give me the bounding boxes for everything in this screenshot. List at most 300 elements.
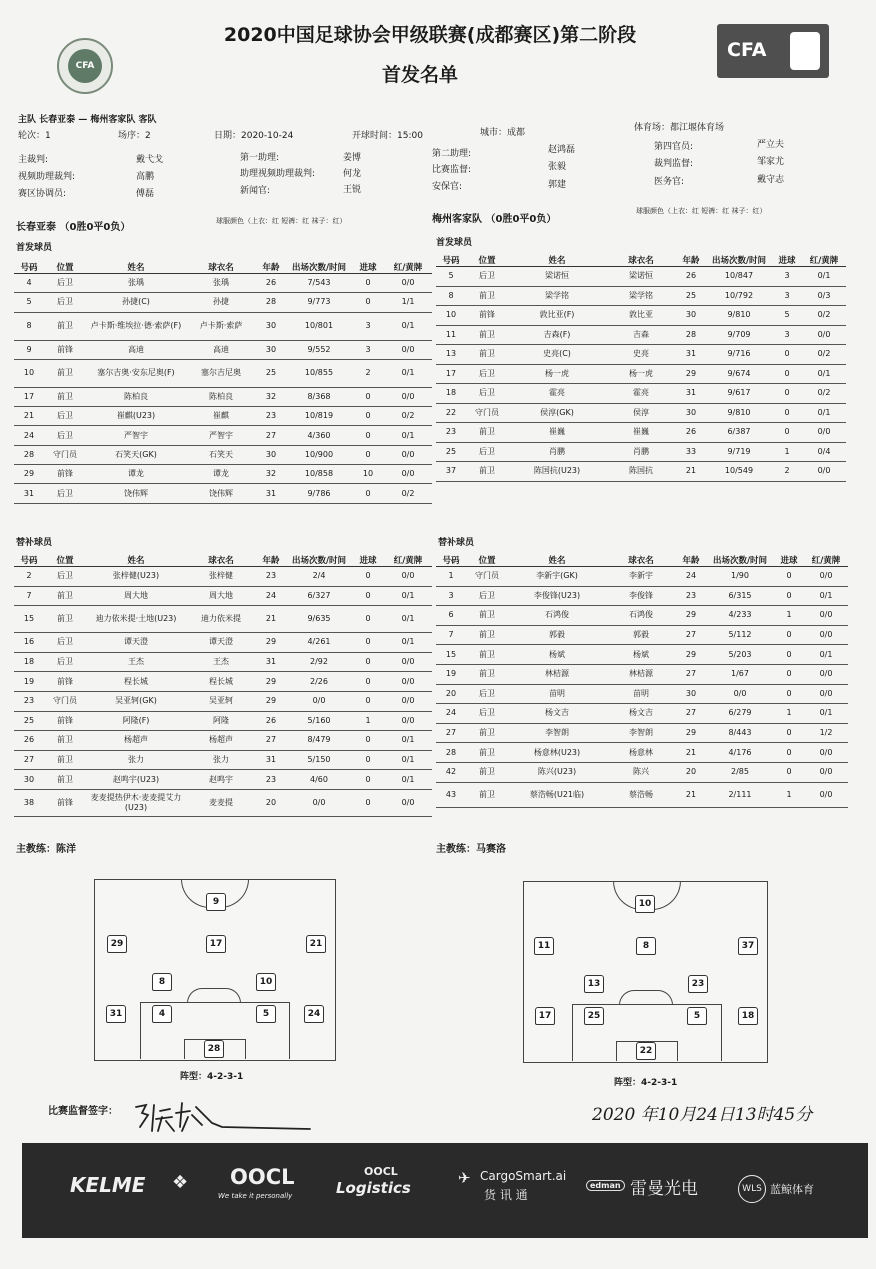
player-cell: 0/2	[802, 384, 846, 404]
player-cell: 前锋	[44, 340, 86, 359]
player-cell: 守门员	[466, 567, 508, 587]
official-role: 第四官员:	[654, 142, 694, 152]
away-formation: 阵型：4-2-3-1	[614, 1078, 678, 1088]
away-subs-label: 替补球员	[438, 538, 475, 548]
player-cell: 林桔源	[508, 664, 606, 684]
player-cell: 21	[676, 743, 706, 763]
player-cell: 3	[772, 286, 802, 306]
player-row	[14, 387, 432, 406]
player-cell: 4/233	[706, 606, 774, 626]
player-row	[436, 325, 846, 345]
player-cell: 李智朗	[508, 723, 606, 743]
player-shirt-icon: 29	[107, 935, 127, 953]
player-cell: 30	[256, 340, 286, 359]
player-cell: 肖鹏	[606, 442, 676, 462]
player-cell: 17	[14, 387, 44, 406]
player-cell: 30	[256, 445, 286, 464]
player-row	[14, 426, 432, 445]
player-cell: 0/1	[804, 586, 848, 606]
player-shirt-icon: 11	[534, 937, 554, 955]
player-cell: 前卫	[44, 731, 86, 751]
player-cell: 侯淳(GK)	[508, 403, 606, 423]
player-cell: 张梓健	[186, 567, 256, 587]
player-cell: 20	[676, 762, 706, 782]
player-row	[436, 664, 848, 684]
player-row	[436, 704, 848, 724]
player-cell: 0	[774, 723, 804, 743]
player-cell: 后卫	[44, 633, 86, 653]
player-cell: 史亮	[606, 345, 676, 365]
player-cell: 23	[676, 586, 706, 606]
player-cell: 4/360	[286, 426, 352, 445]
player-cell: 后卫	[44, 652, 86, 672]
player-cell: 崔巍	[508, 423, 606, 443]
player-cell: 32	[256, 387, 286, 406]
handwritten-signature-icon	[132, 1097, 312, 1137]
player-cell: 李智朗	[606, 723, 676, 743]
player-cell: 0	[352, 750, 384, 770]
home-starters-table	[14, 260, 432, 504]
player-cell: 0/0	[384, 691, 432, 711]
player-cell: 3	[436, 586, 466, 606]
player-cell: 21	[256, 606, 286, 633]
player-cell: 8/479	[286, 731, 352, 751]
player-cell: 3	[772, 325, 802, 345]
player-cell: 23	[256, 567, 286, 587]
player-cell: 严智宇	[186, 426, 256, 445]
player-cell: 前锋	[44, 465, 86, 484]
player-cell: 13	[436, 345, 466, 365]
player-row	[14, 731, 432, 751]
official-name: 邹家尤	[757, 157, 785, 167]
player-cell: 林桔源	[606, 664, 676, 684]
player-cell: 崔麒	[186, 407, 256, 426]
player-cell: 10/847	[706, 267, 772, 287]
official-role: 新闻官:	[240, 186, 271, 196]
player-cell: 26	[14, 731, 44, 751]
player-cell: 后卫	[466, 267, 508, 287]
player-cell: 张梓健(U23)	[86, 567, 186, 587]
cargosmart-icon: ✈	[458, 1169, 471, 1187]
player-cell: 2/111	[706, 782, 774, 807]
player-cell: 7	[436, 625, 466, 645]
player-cell: 2	[772, 462, 802, 482]
player-cell: 2/85	[706, 762, 774, 782]
player-cell: 后卫	[44, 274, 86, 293]
player-cell: 0	[352, 387, 384, 406]
player-cell: 0	[774, 567, 804, 587]
player-cell: 0/0	[384, 567, 432, 587]
player-cell: 0/3	[802, 286, 846, 306]
player-cell: 29	[256, 691, 286, 711]
player-cell: 8/443	[706, 723, 774, 743]
player-shirt-icon: 18	[738, 1007, 758, 1025]
player-cell: 前卫	[44, 312, 86, 340]
cfa-logo-text: CFA	[727, 39, 767, 61]
player-cell: 0/2	[802, 306, 846, 326]
player-cell: 6/327	[286, 586, 352, 606]
player-cell: 26	[256, 274, 286, 293]
kickoff-info: 开球时间：15:00	[352, 131, 423, 141]
player-cell: 前卫	[44, 770, 86, 790]
player-cell: 10/855	[286, 359, 352, 387]
player-shirt-icon: 13	[584, 975, 604, 993]
official-role: 视频助理裁判:	[18, 172, 76, 182]
sponsor-oocl-logistics: Logistics	[336, 1179, 411, 1197]
player-cell: 塞尔吉奥·安东尼奥(F)	[86, 359, 186, 387]
player-cell: 29	[256, 633, 286, 653]
player-cell: 王杰	[186, 652, 256, 672]
player-cell: 0/0	[384, 711, 432, 731]
column-header: 进球	[774, 553, 804, 567]
player-cell: 1	[774, 606, 804, 626]
player-shirt-icon: 5	[256, 1005, 276, 1023]
away-coach: 主教练：马赛洛	[436, 844, 506, 855]
player-cell: 27	[676, 704, 706, 724]
column-header: 位置	[44, 260, 86, 274]
player-cell: 6/387	[706, 423, 772, 443]
official-role: 第二助理:	[432, 149, 472, 159]
player-cell: 后卫	[44, 293, 86, 312]
player-cell: 8/368	[286, 387, 352, 406]
player-shirt-icon: 8	[152, 973, 172, 991]
player-row	[436, 645, 848, 665]
player-cell: 30	[14, 770, 44, 790]
player-cell: 周大地	[186, 586, 256, 606]
player-cell: 前卫	[44, 586, 86, 606]
official-name: 张毅	[548, 162, 567, 172]
player-cell: 0/1	[384, 312, 432, 340]
player-cell: 1/2	[804, 723, 848, 743]
player-cell: 1	[772, 442, 802, 462]
player-cell: 0/1	[384, 770, 432, 790]
player-cell: 21	[676, 782, 706, 807]
player-cell: 4/60	[286, 770, 352, 790]
player-cell: 杨意林	[606, 743, 676, 763]
player-cell: 杨文吉	[606, 704, 676, 724]
player-cell: 敦比亚	[606, 306, 676, 326]
player-cell: 25	[14, 711, 44, 731]
player-cell: 0/1	[802, 403, 846, 423]
player-cell: 2/26	[286, 672, 352, 692]
player-cell: 3	[352, 340, 384, 359]
player-cell: 0/0	[286, 691, 352, 711]
player-row	[14, 484, 432, 503]
player-cell: 31	[14, 484, 44, 503]
home-starters-label: 首发球员	[16, 243, 53, 253]
player-cell: 9/719	[706, 442, 772, 462]
player-cell: 31	[676, 345, 706, 365]
player-cell: 饶伟辉	[186, 484, 256, 503]
player-cell: 0	[352, 407, 384, 426]
player-cell: 29	[256, 672, 286, 692]
kelme-paw-icon: ❖	[172, 1172, 189, 1193]
player-cell: 1	[774, 704, 804, 724]
player-cell: 2/4	[286, 567, 352, 587]
player-row	[436, 723, 848, 743]
player-cell: 0	[352, 672, 384, 692]
player-cell: 0/4	[802, 442, 846, 462]
player-row	[436, 423, 846, 443]
column-header: 姓名	[508, 253, 606, 267]
player-cell: 苗明	[606, 684, 676, 704]
player-cell: 0	[774, 743, 804, 763]
player-cell: 0/0	[384, 274, 432, 293]
column-header: 出场次数/时间	[286, 260, 352, 274]
player-cell: 29	[676, 606, 706, 626]
player-cell: 蔡浩畅(U21临)	[508, 782, 606, 807]
player-cell: 21	[676, 462, 706, 482]
player-shirt-icon: 37	[738, 937, 758, 955]
player-cell: 后卫	[466, 586, 508, 606]
sponsor-leyard: 雷曼光电	[630, 1179, 698, 1199]
player-cell: 11	[436, 325, 466, 345]
player-shirt-icon: 31	[106, 1005, 126, 1023]
player-row	[436, 267, 846, 287]
away-starters-table	[436, 253, 846, 482]
player-shirt-icon: 8	[636, 937, 656, 955]
player-cell: 后卫	[44, 426, 86, 445]
home-formation-pitch	[94, 879, 336, 1061]
player-cell: 4/176	[706, 743, 774, 763]
column-header: 号码	[14, 553, 44, 567]
player-cell: 0/0	[384, 672, 432, 692]
player-cell: 2	[352, 359, 384, 387]
player-cell: 后卫	[44, 484, 86, 503]
player-cell: 31	[256, 750, 286, 770]
player-row	[14, 359, 432, 387]
player-cell: 张瑀	[186, 274, 256, 293]
association-seal-text: CFA	[68, 49, 102, 83]
player-cell: 42	[436, 762, 466, 782]
home-formation: 阵型：4-2-3-1	[180, 1072, 244, 1082]
player-cell: 梁诺恒	[508, 267, 606, 287]
player-cell: 10	[14, 359, 44, 387]
column-header: 进球	[352, 260, 384, 274]
player-cell: 29	[676, 723, 706, 743]
player-cell: 28	[436, 743, 466, 763]
player-row	[14, 789, 432, 816]
player-row	[14, 445, 432, 464]
teams-line: 主队 长春亚泰 — 梅州客家队 客队	[18, 115, 157, 125]
player-row	[436, 743, 848, 763]
player-cell: 前卫	[466, 345, 508, 365]
player-cell: 1	[352, 711, 384, 731]
player-cell: 23	[256, 407, 286, 426]
player-cell: 1	[436, 567, 466, 587]
player-row	[436, 403, 846, 423]
player-row	[14, 711, 432, 731]
player-cell: 梁学铭	[508, 286, 606, 306]
player-shirt-icon: 5	[687, 1007, 707, 1025]
player-cell: 0/2	[802, 345, 846, 365]
player-cell: 0/1	[802, 364, 846, 384]
player-cell: 21	[14, 407, 44, 426]
column-header: 位置	[44, 553, 86, 567]
table-header-row	[14, 260, 432, 274]
player-cell: 前卫	[466, 625, 508, 645]
player-cell: 周大地	[86, 586, 186, 606]
official-role: 比赛监督:	[432, 165, 472, 175]
player-cell: 31	[676, 384, 706, 404]
penalty-arc	[187, 988, 241, 1003]
player-cell: 6	[436, 606, 466, 626]
player-cell: 30	[676, 306, 706, 326]
player-shirt-icon: 10	[256, 973, 276, 991]
player-cell: 后卫	[466, 684, 508, 704]
official-role: 医务官:	[654, 177, 685, 187]
player-cell: 前卫	[466, 645, 508, 665]
player-cell: 前卫	[466, 606, 508, 626]
sponsor-oocl: OOCL	[230, 1165, 295, 1189]
home-coach: 主教练：陈洋	[16, 844, 76, 855]
player-cell: 0/0	[706, 684, 774, 704]
player-shirt-icon: 17	[535, 1007, 555, 1025]
player-cell: 27	[676, 664, 706, 684]
player-cell: 3	[352, 312, 384, 340]
player-cell: 0	[352, 426, 384, 445]
player-cell: 0/1	[384, 586, 432, 606]
sponsor-oocl-tagline: We take it personally	[218, 1192, 293, 1200]
player-cell: 李新宇(GK)	[508, 567, 606, 587]
player-row	[436, 762, 848, 782]
player-cell: 高迪	[186, 340, 256, 359]
player-cell: 8	[436, 286, 466, 306]
player-cell: 27	[256, 426, 286, 445]
handwritten-date: 2020 年10月24日13时45分	[592, 1105, 813, 1125]
player-cell: 陈国抗	[606, 462, 676, 482]
player-row	[436, 384, 846, 404]
player-cell: 26	[676, 267, 706, 287]
player-cell: 23	[256, 770, 286, 790]
player-cell: 阿隆(F)	[86, 711, 186, 731]
player-cell: 前锋	[44, 711, 86, 731]
player-shirt-icon: 4	[152, 1005, 172, 1023]
player-cell: 迪力依米提·土地(U23)	[86, 606, 186, 633]
player-cell: 李俊锋(U23)	[508, 586, 606, 606]
column-header: 年龄	[256, 260, 286, 274]
player-cell: 前卫	[44, 387, 86, 406]
player-row	[436, 567, 848, 587]
player-cell: 陈柏良	[86, 387, 186, 406]
player-cell: 后卫	[466, 364, 508, 384]
column-header: 球衣名	[606, 553, 676, 567]
player-cell: 0/2	[384, 484, 432, 503]
player-cell: 32	[256, 465, 286, 484]
player-cell: 19	[14, 672, 44, 692]
player-cell: 1/1	[384, 293, 432, 312]
player-cell: 10/819	[286, 407, 352, 426]
player-row	[14, 770, 432, 790]
official-role: 助理视频助理裁判:	[240, 169, 316, 179]
player-cell: 0	[774, 664, 804, 684]
player-cell: 孙捷(C)	[86, 293, 186, 312]
table-header-row	[436, 553, 848, 567]
player-cell: 前卫	[466, 782, 508, 807]
player-cell: 张瑀	[86, 274, 186, 293]
player-cell: 24	[256, 586, 286, 606]
player-cell: 守门员	[44, 691, 86, 711]
player-cell: 蔡浩畅	[606, 782, 676, 807]
column-header: 红/黄牌	[384, 260, 432, 274]
player-shirt-icon: 23	[688, 975, 708, 993]
player-cell: 2	[14, 567, 44, 587]
player-cell: 0/0	[384, 387, 432, 406]
player-cell: 麦麦提热伊木·麦麦提艾力(U23)	[86, 789, 186, 816]
player-row	[14, 312, 432, 340]
player-cell: 0/2	[384, 407, 432, 426]
table-header-row	[14, 553, 432, 567]
player-cell: 前卫	[466, 286, 508, 306]
player-cell: 0/1	[384, 359, 432, 387]
player-cell: 侯淳	[606, 403, 676, 423]
penalty-arc	[619, 990, 673, 1005]
player-cell: 肖鹏	[508, 442, 606, 462]
player-cell: 0	[352, 293, 384, 312]
home-subs-label: 替补球员	[16, 538, 53, 548]
player-cell: 0/0	[384, 652, 432, 672]
player-cell: 28	[256, 293, 286, 312]
player-cell: 郭毅	[606, 625, 676, 645]
player-row	[436, 462, 846, 482]
player-cell: 饶伟辉	[86, 484, 186, 503]
sponsor-lanjing: 蓝鲸体育	[770, 1183, 814, 1196]
player-shirt-icon: 10	[635, 895, 655, 913]
player-cell: 0	[352, 606, 384, 633]
player-cell: 杨斌	[508, 645, 606, 665]
player-row	[436, 782, 848, 807]
player-cell: 塞尔吉尼奥	[186, 359, 256, 387]
player-row	[14, 274, 432, 293]
player-cell: 0	[352, 770, 384, 790]
player-row	[14, 293, 432, 312]
away-subs-table	[436, 553, 848, 808]
column-header: 进球	[352, 553, 384, 567]
player-cell: 9/810	[706, 306, 772, 326]
player-cell: 后卫	[466, 384, 508, 404]
player-cell: 杨意林(U23)	[508, 743, 606, 763]
away-team-header: 梅州客家队 （0胜0平0负）	[432, 214, 557, 225]
column-header: 姓名	[86, 260, 186, 274]
player-cell: 谭天澄	[186, 633, 256, 653]
player-shirt-icon: 17	[206, 935, 226, 953]
column-header: 年龄	[676, 553, 706, 567]
player-cell: 陈兴(U23)	[508, 762, 606, 782]
player-cell: 0/0	[804, 606, 848, 626]
player-cell: 前卫	[466, 664, 508, 684]
player-cell: 9/617	[706, 384, 772, 404]
official-name: 戴弋戈	[136, 155, 164, 165]
player-cell: 前锋	[466, 306, 508, 326]
official-name: 王锐	[343, 185, 362, 195]
player-cell: 3	[772, 267, 802, 287]
player-shirt-icon: 9	[206, 893, 226, 911]
official-role: 主裁判:	[18, 155, 49, 165]
player-cell: 30	[256, 312, 286, 340]
player-row	[436, 586, 848, 606]
player-cell: 9/716	[706, 345, 772, 365]
column-header: 号码	[436, 553, 466, 567]
player-cell: 1	[774, 782, 804, 807]
player-cell: 33	[676, 442, 706, 462]
column-header: 姓名	[508, 553, 606, 567]
player-cell: 陈柏良	[186, 387, 256, 406]
player-cell: 0	[352, 274, 384, 293]
player-cell: 迪力依米提	[186, 606, 256, 633]
player-row	[14, 586, 432, 606]
official-name: 傅磊	[136, 189, 155, 199]
player-cell: 吉森(F)	[508, 325, 606, 345]
